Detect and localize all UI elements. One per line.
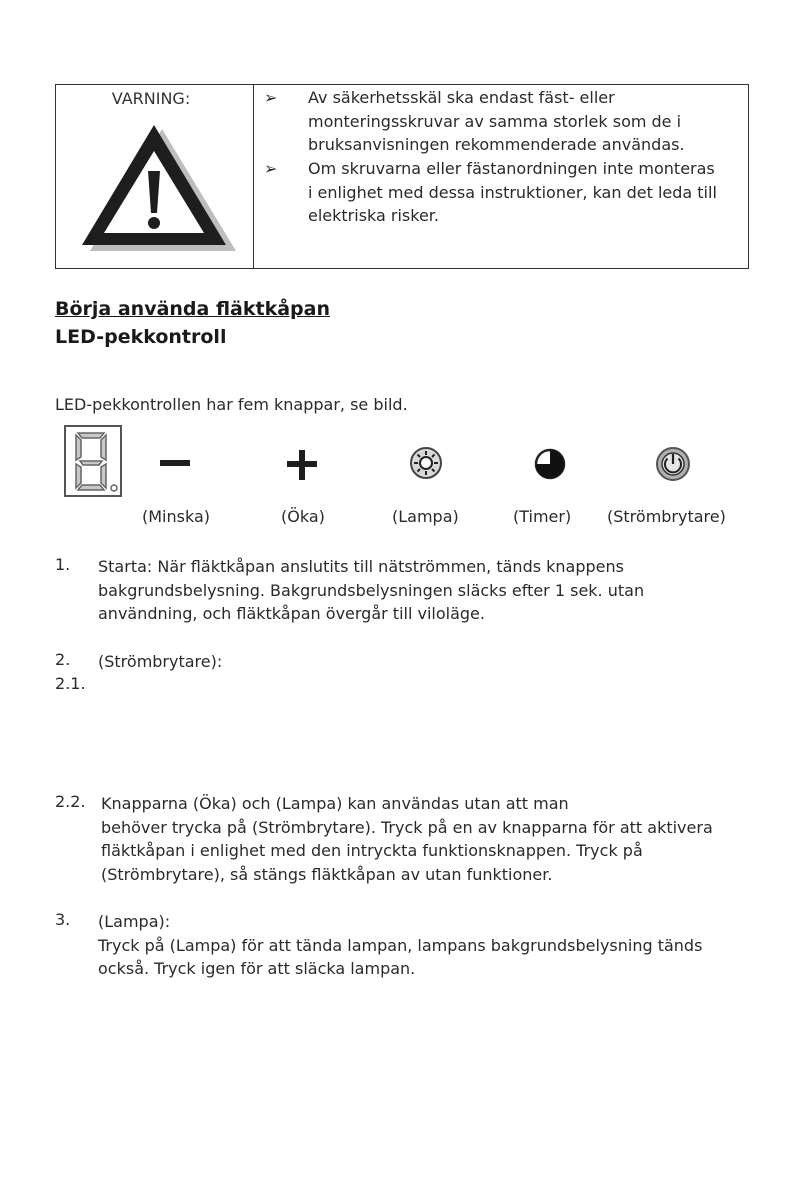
warning-label-cell: [56, 85, 254, 268]
warning-label: VARNING:: [111, 89, 191, 108]
item-2-2-text: Knapparna (Öka) och (Lampa) kan användas utan att man behöver trycka på (Strömbrytare). Tryck på en av knapparna för att aktivera fläktkåpan i enlighet med den intryckta funktionsknappen. Tryck på (Strömbrytare), så stängs fläktkåpan av utan funktioner.: [101, 794, 713, 884]
item-1-text: Starta: När fläktkåpan anslutits till nätströmmen, tänds knappens bakgrundsbelysning. Bakgrundsbelysningen släcks efter 1 sek. utan användning, och fläktkåpan övergår till viloläge.: [98, 557, 645, 623]
minus-icon[interactable]: [158, 452, 194, 474]
caption-strombrytare: (Strömbrytare): [607, 507, 726, 526]
seven-segment-display-icon: [64, 425, 122, 497]
warning-text-cell: ➢ Av säkerhetsskäl ska endast fäst- eller monteringsskruvar av samma storlek som de i bruksanvisningen rekommenderade användas. ➢ Om skruvarna eller fästanordningen inte monteras i enlighet med dessa instruktioner, kan det leda till elektriska risker.: [264, 88, 717, 225]
power-icon[interactable]: [655, 446, 691, 482]
item-number: 2.1.: [55, 674, 86, 693]
item-3-text: (Lampa): Tryck på (Lampa) för att tända lampan, lampans bakgrundsbelysning tänds också. Tryck igen för att släcka lampan.: [98, 912, 703, 978]
lamp-icon[interactable]: [409, 446, 443, 480]
warning-triangle-icon: [80, 123, 236, 255]
caption-lampa: (Lampa): [392, 507, 459, 526]
item-number: 1.: [55, 555, 71, 574]
caption-minska: (Minska): [142, 507, 210, 526]
subsection-heading: LED-pekkontroll: [55, 326, 227, 348]
warning-table: [55, 84, 749, 269]
item-2-title: (Strömbrytare):: [98, 652, 223, 671]
plus-icon[interactable]: [285, 448, 319, 482]
item-number: 3.: [55, 910, 71, 929]
arrow-bullet-icon: ➢: [264, 159, 278, 178]
arrow-bullet-icon: ➢: [264, 88, 278, 107]
section-heading: Börja använda fläktkåpan: [55, 298, 330, 320]
item-number: 2.: [55, 650, 71, 669]
intro-text: LED-pekkontrollen har fem knappar, se bild.: [55, 395, 408, 414]
caption-timer: (Timer): [513, 507, 572, 526]
caption-oka: (Öka): [281, 507, 325, 526]
timer-icon[interactable]: [533, 447, 567, 481]
item-number: 2.2.: [55, 792, 86, 811]
